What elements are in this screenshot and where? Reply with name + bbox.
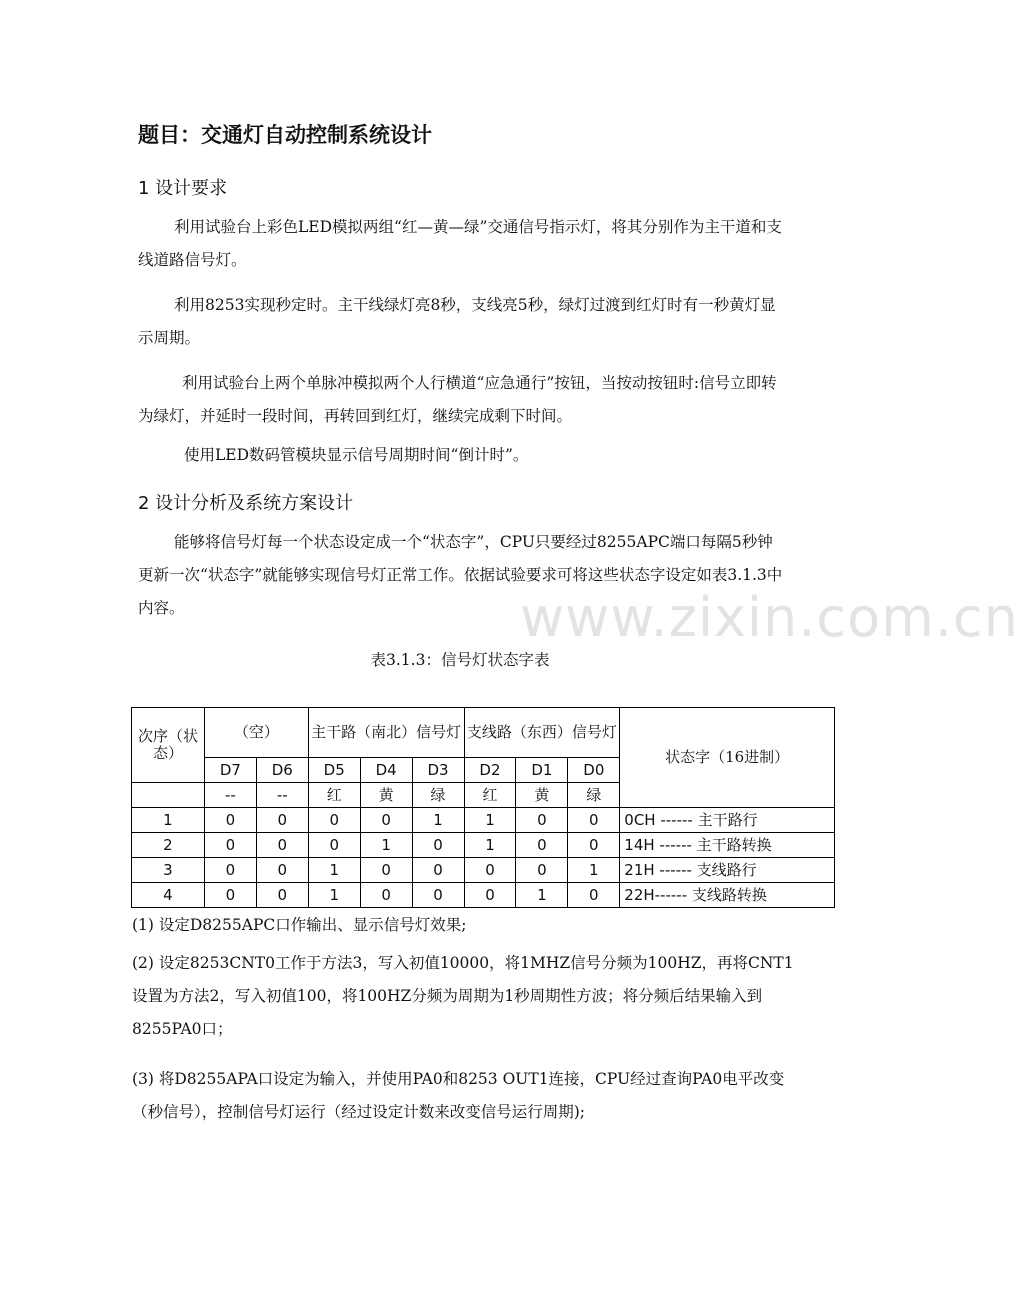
bit-cell: 0 xyxy=(360,883,412,908)
step-1: (1) 设定D8255APC口作输出、显示信号灯效果; xyxy=(132,916,467,934)
row-order: 3 xyxy=(132,858,205,883)
bit-header: D5 xyxy=(308,758,360,783)
header-main-road: 主干路（南北）信号灯 xyxy=(308,708,464,758)
bit-cell: 0 xyxy=(412,858,464,883)
bit-cell: 0 xyxy=(516,808,568,833)
bit-cell: 1 xyxy=(516,883,568,908)
status-word-cell: 21H ------ 支线路行 xyxy=(620,858,835,883)
bit-cell: 0 xyxy=(516,833,568,858)
bit-cell: 0 xyxy=(256,808,308,833)
requirement-paragraph-4: 使用LED数码管模块显示信号周期时间“倒计时”。 xyxy=(184,446,529,464)
header-order: 次序（状态） xyxy=(132,708,205,783)
bit-cell: 0 xyxy=(412,883,464,908)
header-empty: （空） xyxy=(204,708,308,758)
bit-cell: 1 xyxy=(464,833,516,858)
row-order: 1 xyxy=(132,808,205,833)
bit-cell: 0 xyxy=(308,808,360,833)
bit-header: D4 xyxy=(360,758,412,783)
bit-header: D1 xyxy=(516,758,568,783)
table-caption: 表3.1.3：信号灯状态字表 xyxy=(370,651,550,669)
bit-cell: 0 xyxy=(464,858,516,883)
document-title: 题目：交通灯自动控制系统设计 xyxy=(138,123,432,147)
requirement-paragraph-2: 利用8253实现秒定时。主干线绿灯亮8秒，支线亮5秒，绿灯过渡到红灯时有一秒黄灯显示周期。 xyxy=(138,296,776,347)
bit-cell: 1 xyxy=(568,858,620,883)
header-status-word: 状态字（16进制） xyxy=(620,708,835,808)
section-2-heading: 2 设计分析及系统方案设计 xyxy=(138,493,354,514)
bit-cell: 0 xyxy=(204,808,256,833)
bit-cell: 0 xyxy=(464,883,516,908)
bit-cell: 0 xyxy=(256,858,308,883)
section-1-heading: 1 设计要求 xyxy=(138,178,228,199)
analysis-paragraph: 能够将信号灯每一个状态设定成一个“状态字”，CPU只要经过8255APC端口每隔5秒钟更新一次“状态字”就能够实现信号灯正常工作。依据试验要求可将这些状态字设定如表3.1.3中内容。 xyxy=(138,533,783,617)
table-row xyxy=(132,833,835,858)
row-order: 2 xyxy=(132,833,205,858)
bit-cell: 0 xyxy=(308,833,360,858)
bit-cell: 0 xyxy=(360,808,412,833)
status-word-cell: 14H ------ 主干路转换 xyxy=(620,833,835,858)
bit-cell: 0 xyxy=(568,833,620,858)
bit-header: D6 xyxy=(256,758,308,783)
header-branch-road: 支线路（东西）信号灯 xyxy=(464,708,620,758)
step-3: (3) 将D8255APA口设定为输入，并使用PA0和8253 OUT1连接，CPU经过查询PA0电平改变（秒信号），控制信号灯运行（经过设定计数来改变信号运行周期); xyxy=(132,1070,785,1121)
bit-header: D0 xyxy=(568,758,620,783)
bit-cell: 0 xyxy=(204,883,256,908)
bit-cell: 0 xyxy=(360,858,412,883)
bit-cell: 0 xyxy=(204,833,256,858)
bit-cell: 1 xyxy=(308,858,360,883)
bit-color: 绿 xyxy=(568,783,620,808)
bit-color-blank xyxy=(132,783,205,808)
bit-cell: 0 xyxy=(256,883,308,908)
bit-color: 黄 xyxy=(360,783,412,808)
bit-color: -- xyxy=(256,783,308,808)
table-row xyxy=(132,858,835,883)
bit-cell: 0 xyxy=(568,808,620,833)
bit-color: 绿 xyxy=(412,783,464,808)
bit-color: 黄 xyxy=(516,783,568,808)
bit-cell: 1 xyxy=(308,883,360,908)
table-row xyxy=(132,808,835,833)
step-2: (2) 设定8253CNT0工作于方法3，写入初值10000，将1MHZ信号分频为100HZ，再将CNT1设置为方法2，写入初值100，将100HZ分频为周期为1秒周期性方波；将分频后结果输入到8255PA0口； xyxy=(132,954,794,1038)
bit-cell: 0 xyxy=(204,858,256,883)
bit-color: 红 xyxy=(464,783,516,808)
table-row xyxy=(132,883,835,908)
status-word-cell: 22H------ 支线路转换 xyxy=(620,883,835,908)
bit-header: D2 xyxy=(464,758,516,783)
bit-cell: 0 xyxy=(256,833,308,858)
status-word-table xyxy=(131,707,835,908)
row-order: 4 xyxy=(132,883,205,908)
bit-header: D7 xyxy=(204,758,256,783)
bit-cell: 0 xyxy=(568,883,620,908)
requirement-paragraph-1: 利用试验台上彩色LED模拟两组“红—黄—绿”交通信号指示灯，将其分别作为主干道和支线道路信号灯。 xyxy=(138,218,782,269)
bit-cell: 1 xyxy=(412,808,464,833)
status-word-cell: 0CH ------ 主干路行 xyxy=(620,808,835,833)
bit-cell: 1 xyxy=(464,808,516,833)
bit-cell: 0 xyxy=(412,833,464,858)
bit-cell: 0 xyxy=(516,858,568,883)
bit-color: 红 xyxy=(308,783,360,808)
requirement-paragraph-3: 利用试验台上两个单脉冲模拟两个人行横道“应急通行”按钮，当按动按钮时:信号立即转为绿灯，并延时一段时间，再转回到红灯，继续完成剩下时间。 xyxy=(138,374,777,425)
watermark: www.zixin.com.cn xyxy=(520,586,1019,649)
bit-color: -- xyxy=(204,783,256,808)
bit-cell: 1 xyxy=(360,833,412,858)
bit-header: D3 xyxy=(412,758,464,783)
